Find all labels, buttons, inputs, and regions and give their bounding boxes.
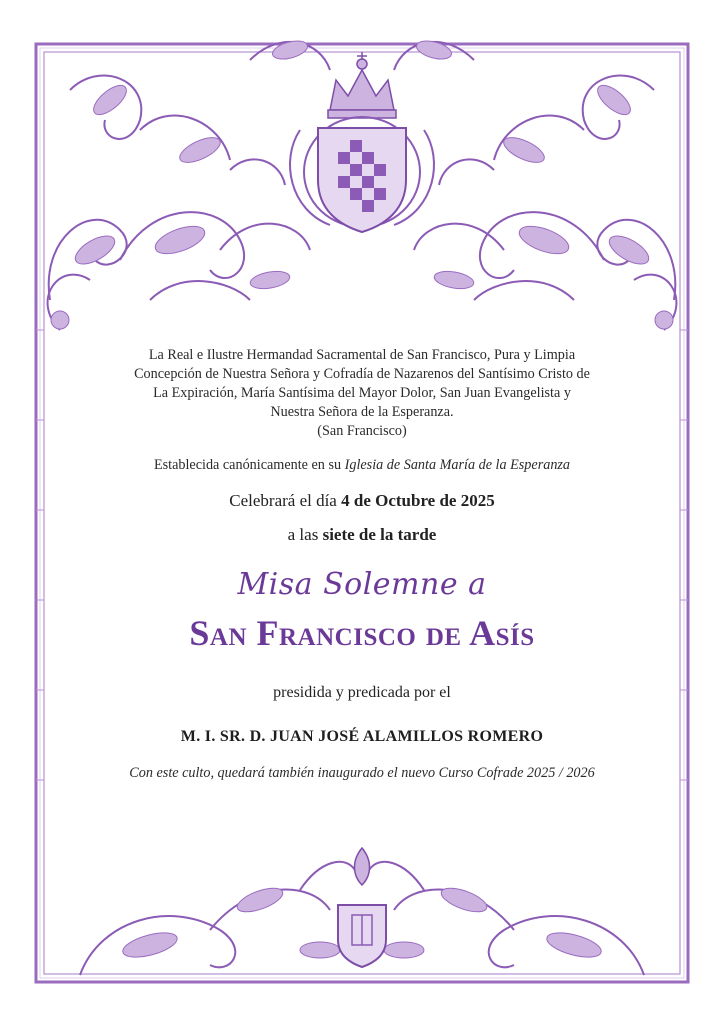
coat-of-arms-icon: [290, 52, 434, 232]
event-title: Misa Solemne a: [237, 567, 487, 602]
presided-line: presidida y predicada por el: [273, 684, 451, 701]
brotherhood-name-line: Concepción de Nuestra Señora y Cofradía de Nazarenos del Santísimo Cristo de: [134, 366, 590, 382]
brotherhood-name-line: La Real e Ilustre Hermandad Sacramental de San Francisco, Pura y Limpia: [148, 347, 576, 363]
brotherhood-nickname: (San Francisco): [317, 423, 407, 439]
brotherhood-name: [82, 346, 642, 441]
celebrant-name: M. I. SR. D. JUAN JOSÉ ALAMILLOS ROMERO: [180, 728, 544, 745]
lower-crest-icon: [338, 848, 386, 967]
crown-icon: [328, 52, 396, 118]
brotherhood-name-line: La Expiración, María Santísima del Mayor Dolor, San Juan Evangelista y: [153, 385, 571, 401]
event-subject: San Francisco de Asís: [189, 613, 535, 653]
invitation-text: [60, 346, 664, 782]
date-prefix: Celebrará el día: [229, 491, 342, 510]
event-date: 4 de Octubre de 2025: [341, 491, 495, 510]
course-note: Con este culto, quedará también inaugurado el nuevo Curso Cofrade 2025 / 2026: [129, 765, 595, 781]
event-time: siete de la tarde: [322, 525, 437, 544]
date-line: [60, 491, 664, 511]
time-line: [60, 525, 664, 545]
established-line: [60, 457, 664, 474]
time-prefix: a las: [287, 525, 323, 544]
brotherhood-name-line: Nuestra Señora de la Esperanza.: [270, 404, 454, 420]
church-name: Iglesia de Santa María de la Esperanza: [344, 457, 571, 473]
established-prefix: Establecida canónicamente en su: [153, 457, 345, 473]
